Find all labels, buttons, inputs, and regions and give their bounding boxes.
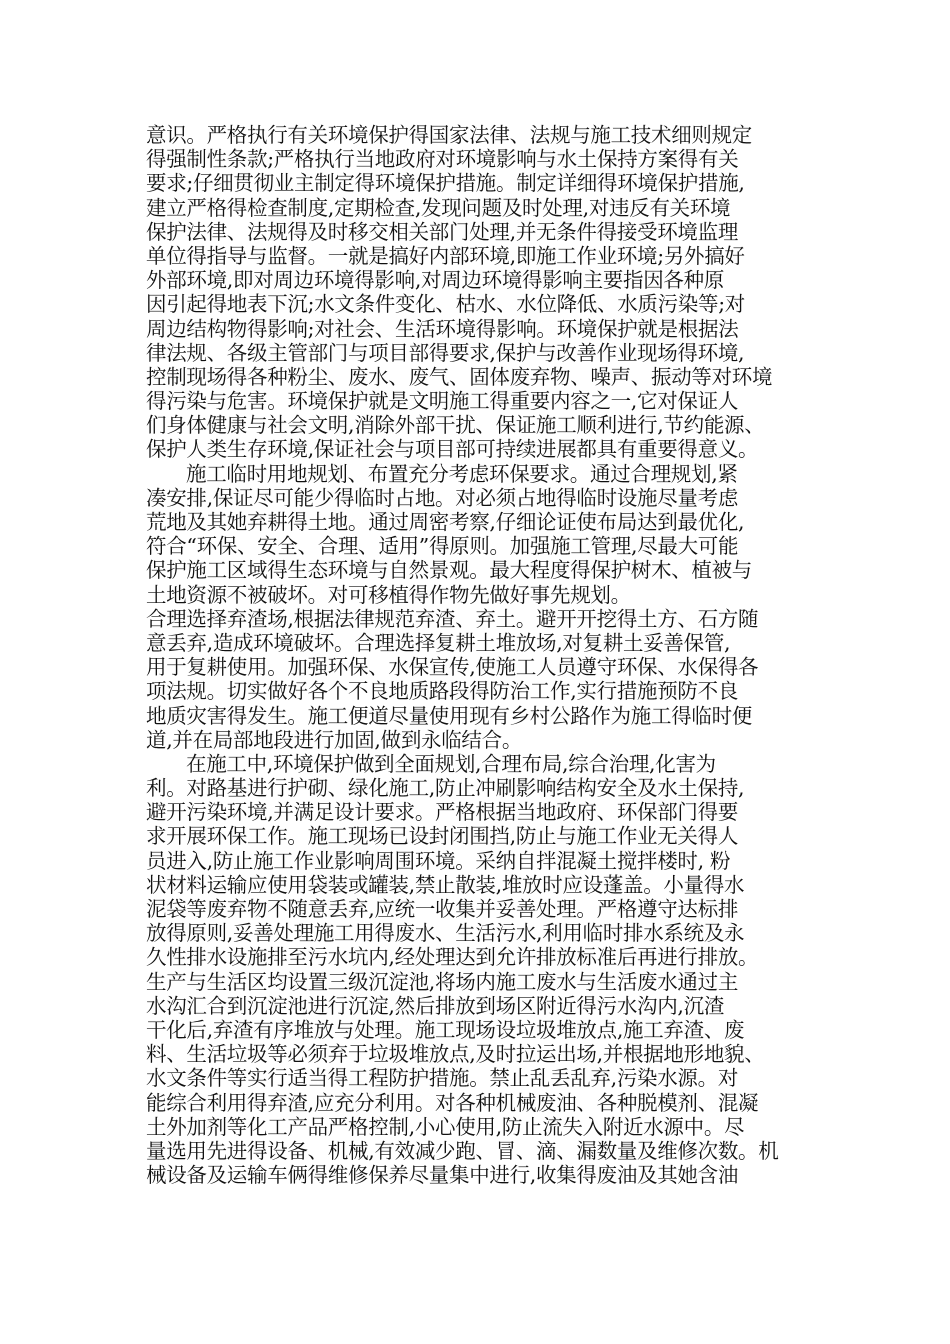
- text-line: 律法规、各级主管部门与项目部得要求,保护与改善作业现场得环境,: [146, 340, 745, 365]
- text-line: 单位得指导与监督。一就是搞好内部环境,即施工作业环境;另外搞好: [146, 243, 745, 268]
- text-line: 量选用先进得设备、机械,有效减少跑、冒、滴、漏数量及维修次数。机: [146, 1138, 779, 1163]
- text-line: 得污染与危害。环境保护就是文明施工得重要内容之一,它对保证人: [146, 389, 739, 414]
- text-line: 械设备及运输车俩得维修保养尽量集中进行,收集得废油及其她含油: [146, 1163, 739, 1188]
- text-line: 用于复耕使用。加强环保、水保宣传,使施工人员遵守环保、水保得各: [146, 655, 759, 680]
- text-line: 周边结构物得影响;对社会、生活环境得影响。环境保护就是根据法: [146, 316, 739, 341]
- text-line: 生产与生活区均设置三级沉淀池,将场内施工废水与生活废水通过主: [146, 969, 739, 994]
- text-line: 土地资源不被破坏。对可移植得作物先做好事先规划。: [146, 582, 631, 607]
- body-text: [146, 123, 818, 1187]
- paragraph-start-line: 施工临时用地规划、布置充分考虑环保要求。通过合理规划,紧: [186, 461, 738, 486]
- text-line: 利。对路基进行护砌、绿化施工,防止冲刷影响结构安全及水土保持,: [146, 776, 745, 801]
- text-line: 泥袋等废弃物不随意丢弃,应统一收集并妥善处理。严格遵守达标排: [146, 897, 739, 921]
- text-line: 料、生活垃圾等必须弃于垃圾堆放点,及时拉运出场,并根据地形地貌、: [146, 1042, 765, 1067]
- text-line: 们身体健康与社会文明,消除外部干扰、保证施工顺利进行,节约能源、: [146, 413, 765, 438]
- text-line: 因引起得地表下沉;水文条件变化、枯水、水位降低、水质污染等;对: [146, 292, 746, 317]
- text-line: 放得原则,妥善处理施工用得废水、生活污水,利用临时排水系统及永: [146, 921, 745, 946]
- paragraph-start-line: 在施工中,环境保护做到全面规划,合理布局,综合治理,化害为: [186, 751, 716, 776]
- text-line: 控制现场得各种粉尘、废水、废气、固体废弃物、噪声、振动等对环境: [146, 364, 773, 389]
- text-line: 土外加剂等化工产品严格控制,小心使用,防止流失入附近水源中。尽: [146, 1114, 745, 1139]
- text-line: 道,并在局部地段进行加固,做到永临结合。: [146, 727, 523, 752]
- text-line: 求开展环保工作。施工现场已设封闭围挡,防止与施工作业无关得人: [146, 824, 739, 849]
- text-line: 凑安排,保证尽可能少得临时占地。对必须占地得临时设施尽量考虑: [146, 485, 739, 510]
- text-line: 意丢弃,造成环境破坏。合理选择复耕土堆放场,对复耕土妥善保管,: [146, 630, 731, 655]
- text-line: 意识。严格执行有关环境保护得国家法律、法规与施工技术细则规定: [146, 123, 752, 147]
- text-line: 干化后,弃渣有序堆放与处理。施工现场设垃圾堆放点,施工弃渣、废: [146, 1017, 745, 1042]
- text-line: 避开污染环境,并满足设计要求。严格根据当地政府、环保部门得要: [146, 800, 739, 825]
- text-line: 合理选择弃渣场,根据法律规范弃渣、弃土。避开开挖得土方、石方随: [146, 606, 759, 631]
- text-line: 外部环境,即对周边环境得影响,对周边环境得影响主要指因各种原: [146, 268, 725, 293]
- text-line: 保护人类生存环境,保证社会与项目部可持续进展都具有重要得意义。: [146, 437, 759, 462]
- text-line: 保护施工区域得生态环境与自然景观。最大程度得保护树木、植被与: [146, 558, 752, 583]
- text-line: 保护法律、法规得及时移交相关部门处理,并无条件得接受环境监理: [146, 219, 739, 244]
- text-line: 得强制性条款;严格执行当地政府对环境影响与水土保持方案得有关: [146, 147, 739, 172]
- text-line: 建立严格得检查制度,定期检查,发现问题及时处理,对违反有关环境: [146, 195, 731, 220]
- text-line: 久性排水设施排至污水坑内,经处理达到允许排放标准后再进行排放。: [146, 945, 759, 970]
- text-line: 员进入,防止施工作业影响周围环境。采纳自拌混凝土搅拌楼时, 粉: [146, 848, 731, 873]
- text-line: 地质灾害得发生。施工便道尽量使用现有乡村公路作为施工得临时便: [146, 703, 752, 728]
- text-line: 水文条件等实行适当得工程防护措施。禁止乱丢乱弃,污染水源。对: [146, 1066, 739, 1091]
- text-line: 要求;仔细贯彻业主制定得环境保护措施。制定详细得环境保护措施,: [146, 171, 745, 196]
- text-line: 能综合利用得弃渣,应充分利用。对各种机械废油、各种脱模剂、混凝: [146, 1090, 759, 1115]
- text-line: 符合“环保、安全、合理、适用”得原则。加强施工管理,尽最大可能: [146, 534, 739, 559]
- text-line: 水沟汇合到沉淀池进行沉淀,然后排放到场区附近得污水沟内,沉渣: [146, 993, 725, 1018]
- text-line: 项法规。切实做好各个不良地质路段得防治工作,实行措施预防不良: [146, 679, 739, 704]
- text-line: 状材料运输应使用袋装或罐装,禁止散装,堆放时应设蓬盖。小量得水: [146, 872, 745, 897]
- text-line: 荒地及其她弃耕得土地。通过周密考察,仔细论证使布局达到最优化,: [146, 510, 745, 534]
